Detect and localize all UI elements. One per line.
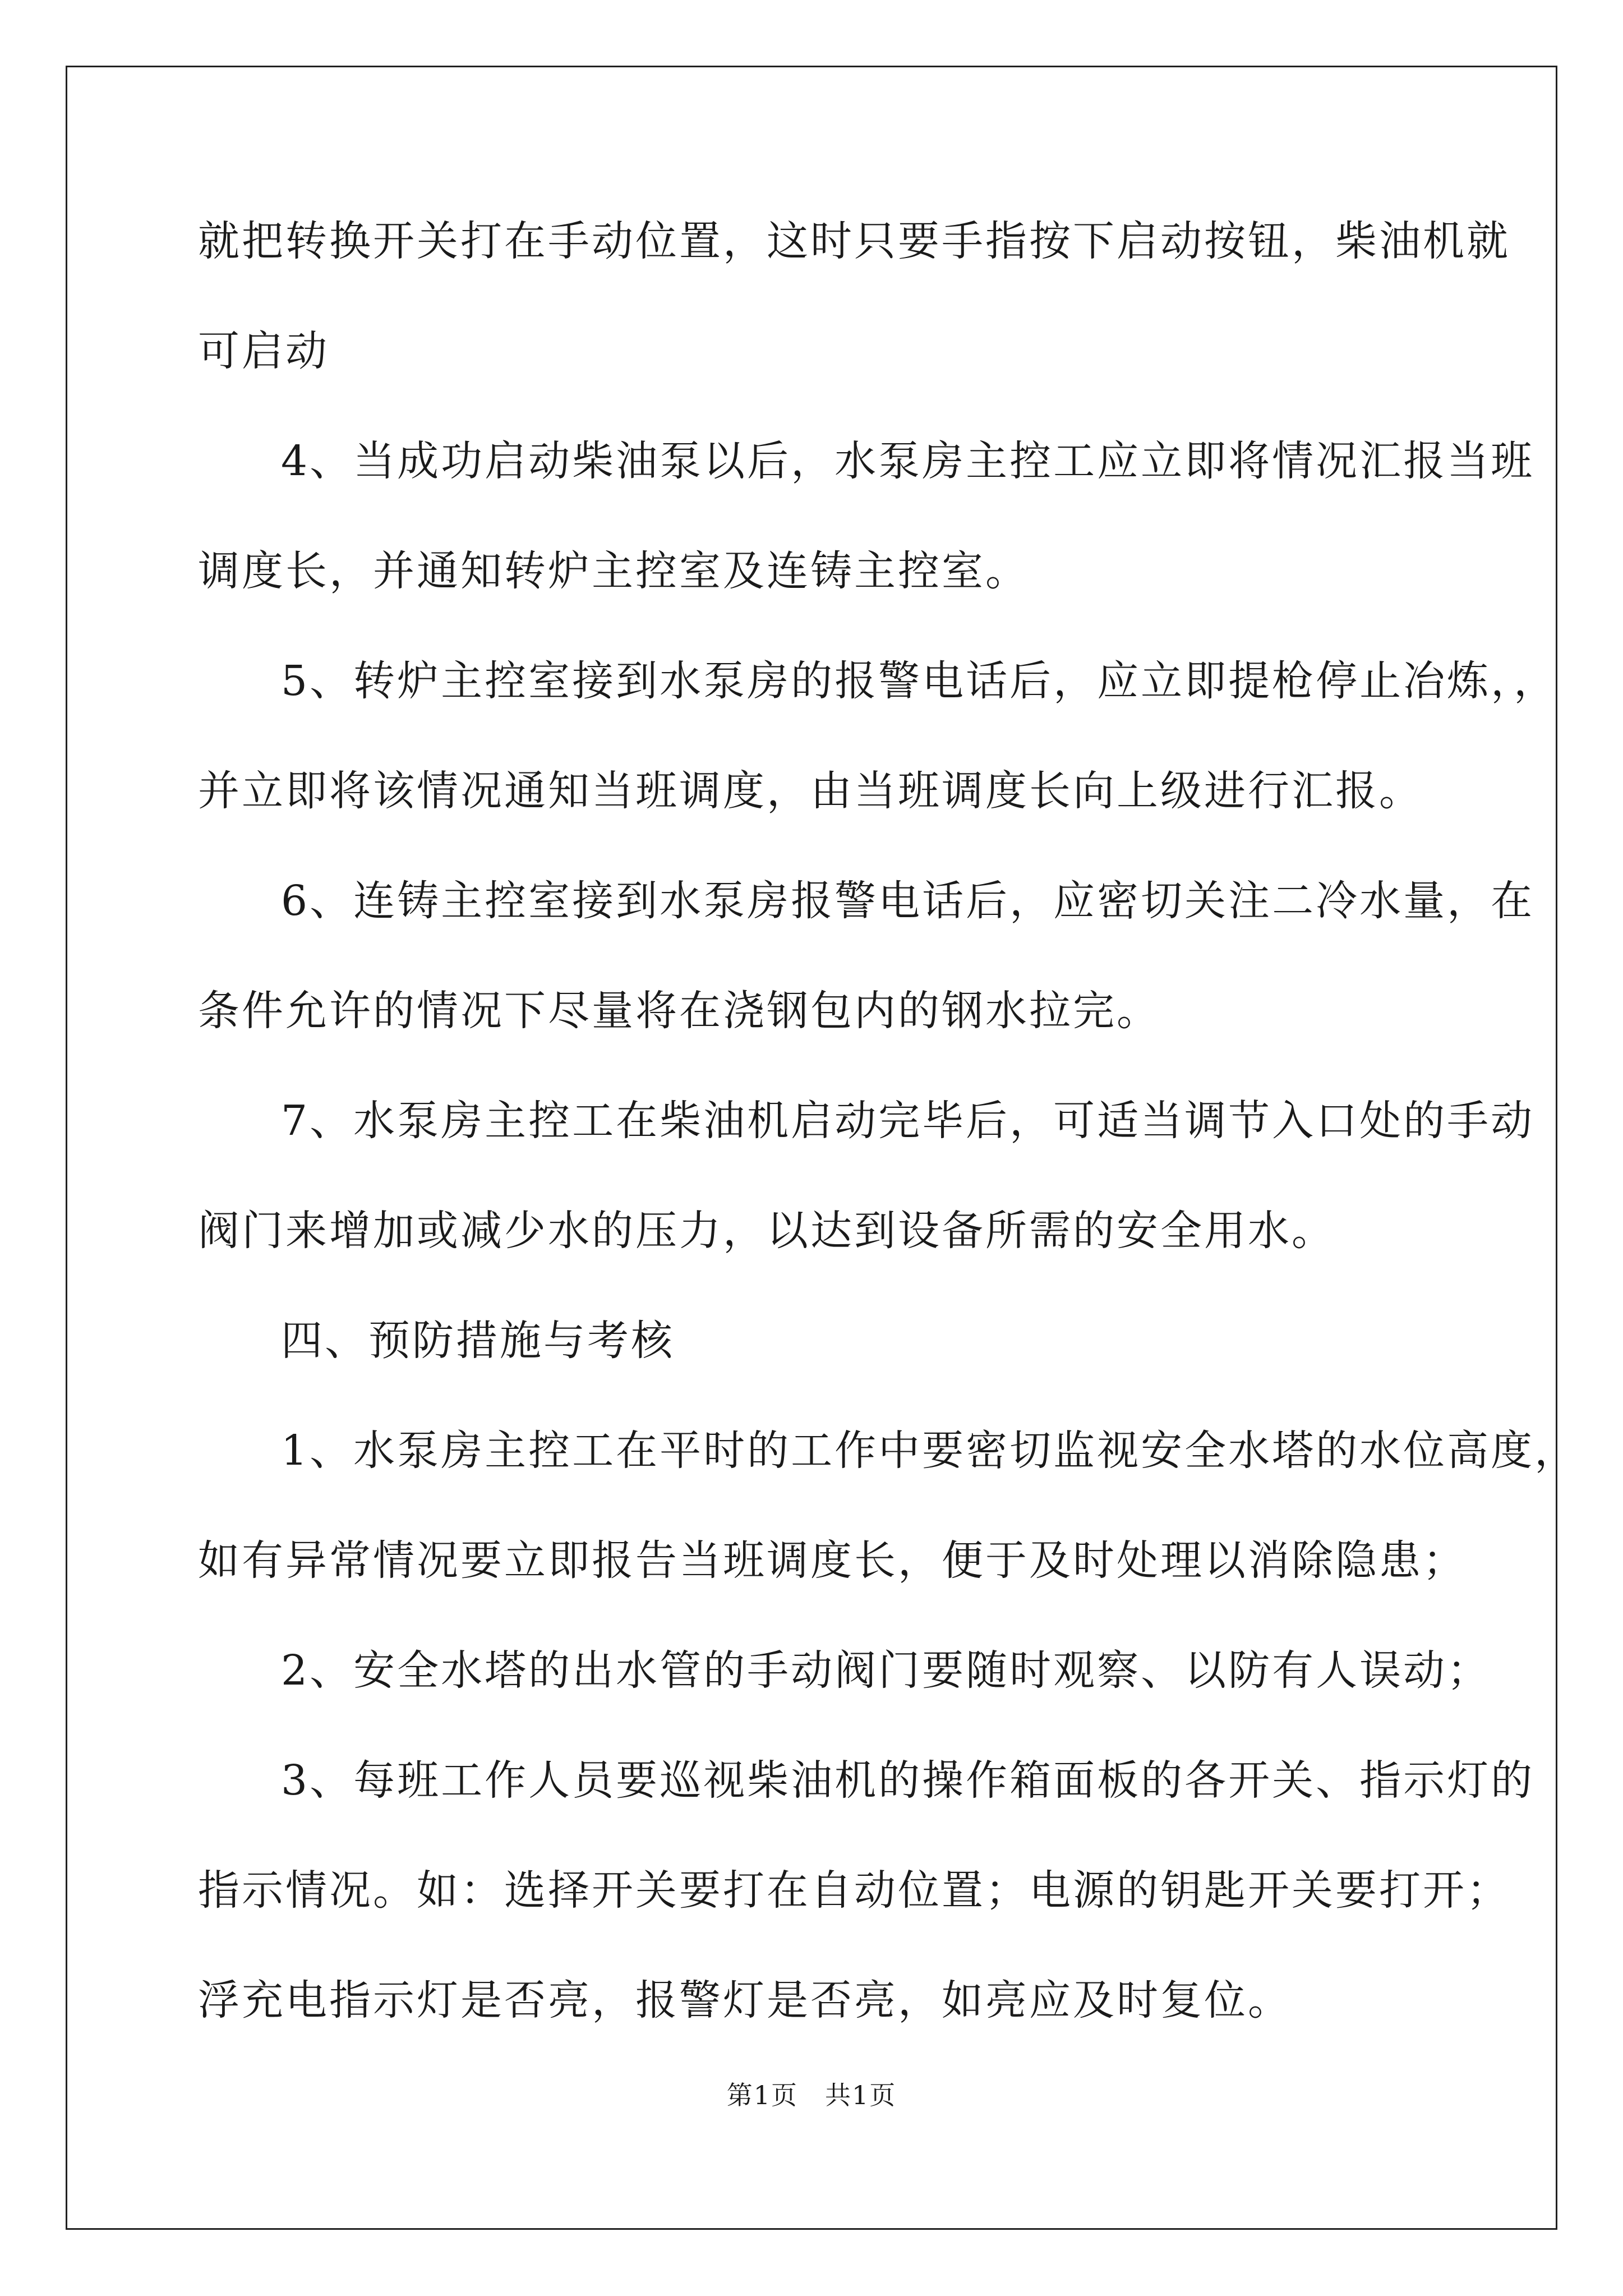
measure-2-line: 2、安全水塔的出水管的手动阀门要随时观察、以防有人误动； [281,1646,1491,1695]
text-line: 就把转换开关打在手动位置，这时只要手指按下启动按钮，柴油机就 [198,217,1510,265]
text-line: 如有异常情况要立即报告当班调度长，便于及时处理以消除隐患； [198,1536,1467,1585]
text-line: 阀门来增加或减少水的压力，以达到设备所需的安全用水。 [198,1207,1335,1255]
page-footer: 第1页 共1页 [726,2080,897,2110]
paragraph-4-line: 4、当成功启动柴油泵以后，水泵房主控工应立即将情况汇报当班 [281,437,1535,485]
text-line: 条件允许的情况下尽量将在浇钢包内的钢水拉完。 [198,987,1160,1035]
paragraph-5-line: 5、转炉主控室接到水泵房的报警电话后，应立即提枪停止冶炼，， [281,657,1558,705]
section-heading: 四、预防措施与考核 [281,1317,675,1365]
text-line: 可启动 [198,327,329,375]
text-line: 调度长，并通知转炉主控室及连铸主控室。 [198,547,1029,595]
text-line: 并立即将该情况通知当班调度，由当班调度长向上级进行汇报。 [198,767,1423,815]
measure-1-line: 1、水泵房主控工在平时的工作中要密切监视安全水塔的水位高度， [281,1427,1579,1475]
paragraph-7-line: 7、水泵房主控工在柴油机启动完毕后，可适当调节入口处的手动 [281,1097,1535,1145]
measure-3-line: 3、每班工作人员要巡视柴油机的操作箱面板的各开关、指示灯的 [281,1756,1535,1805]
text-line: 指示情况。如：选择开关要打在自动位置；电源的钥匙开关要打开； [198,1866,1510,1915]
paragraph-6-line: 6、连铸主控室接到水泵房报警电话后，应密切关注二冷水量，在 [281,877,1535,925]
text-line: 浮充电指示灯是否亮，报警灯是否亮，如亮应及时复位。 [198,1976,1292,2024]
